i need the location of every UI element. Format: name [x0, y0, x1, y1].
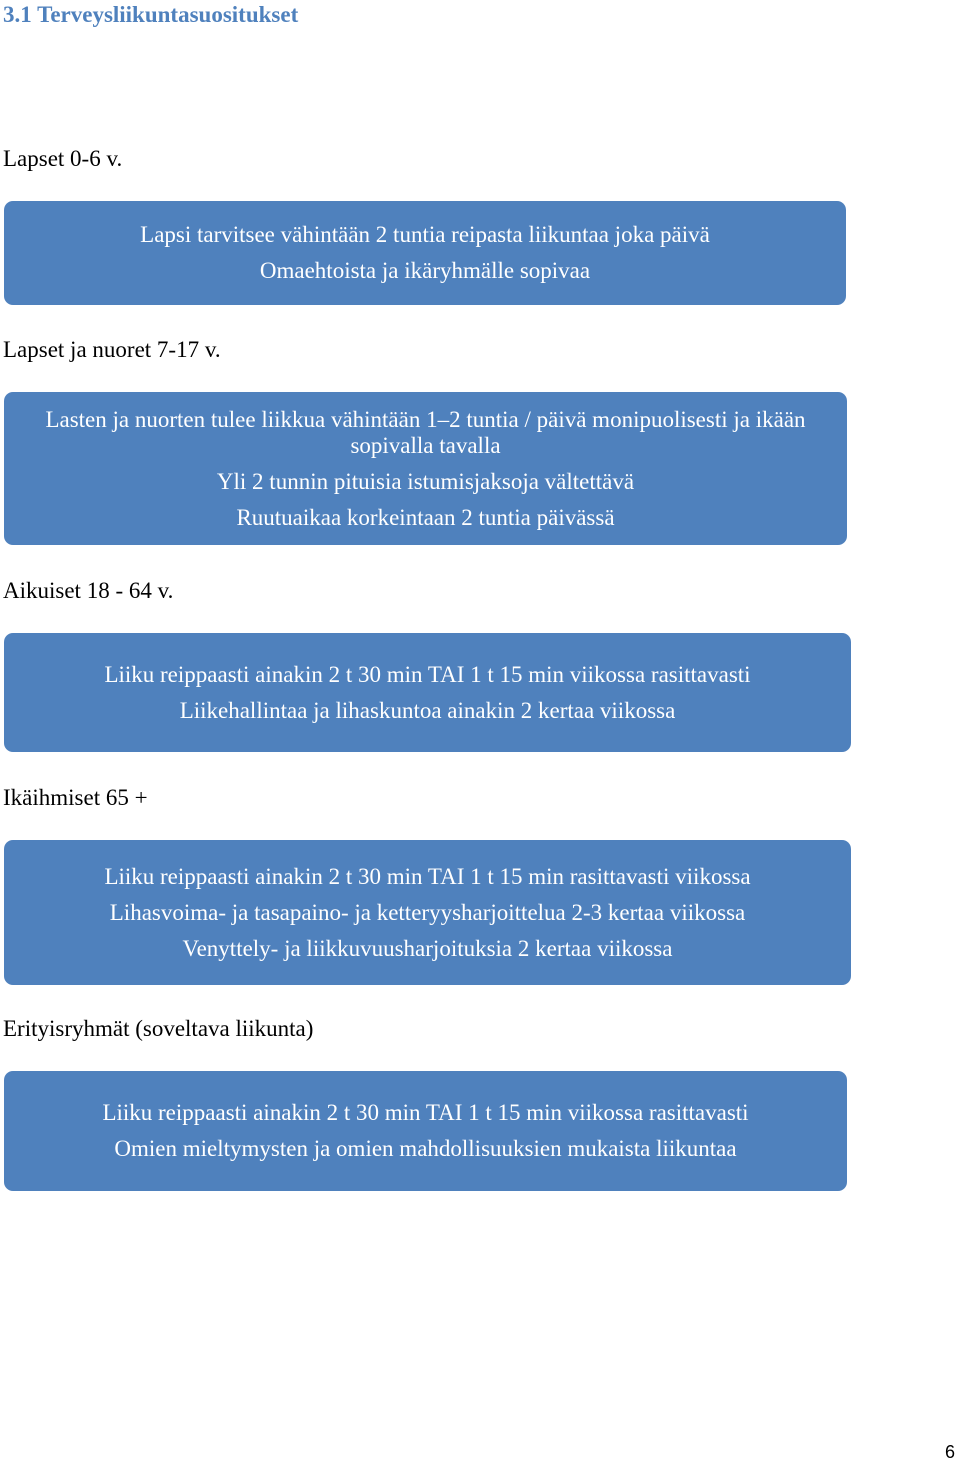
- recommendation-line: Omaehtoista ja ikäryhmälle sopivaa: [259, 258, 591, 283]
- section-label-special-groups: Erityisryhmät (soveltava liikunta): [3, 1016, 314, 1041]
- recommendation-line: Liiku reippaasti ainakin 2 t 30 min TAI 1 t 15 min rasittavasti viikossa: [104, 863, 751, 889]
- recommendation-box-special-groups: [4, 1071, 847, 1191]
- recommendation-line: Omien mieltymysten ja omien mahdollisuuksien mukaista liikuntaa: [114, 1136, 737, 1161]
- recommendation-box-children-0-6: [4, 201, 846, 305]
- section-label-children-0-6: Lapset 0-6 v.: [3, 146, 123, 171]
- recommendation-line: Lasten ja nuorten tulee liikkua vähintään 1–2 tuntia / päivä monipuolisesti ja ikään sopivalla tavalla: [45, 406, 806, 458]
- recommendation-line: Liiku reippaasti ainakin 2 t 30 min TAI 1 t 15 min viikossa rasittavasti: [104, 661, 751, 687]
- section-heading: 3.1 Terveysliikuntasuositukset: [3, 2, 299, 27]
- recommendation-line: Liikehallintaa ja lihaskuntoa ainakin 2 kertaa viikossa: [179, 697, 676, 723]
- recommendation-line: Liiku reippaasti ainakin 2 t 30 min TAI 1 t 15 min viikossa rasittavasti: [102, 1100, 749, 1125]
- section-label-seniors-65: Ikäihmiset 65 +: [3, 785, 148, 810]
- recommendation-line: Yli 2 tunnin pituisia istumisjaksoja vältettävä: [216, 468, 635, 494]
- section-label-adults-18-64: Aikuiset 18 - 64 v.: [3, 578, 174, 603]
- recommendation-box-youth-7-17: [4, 392, 847, 545]
- recommendation-line: Venyttely- ja liikkuvuusharjoituksia 2 kertaa viikossa: [182, 935, 673, 961]
- recommendation-box-seniors-65: [4, 840, 851, 985]
- recommendation-box-adults-18-64: [4, 633, 851, 752]
- page-number: 6: [944, 1442, 955, 1462]
- section-label-youth-7-17: Lapset ja nuoret 7-17 v.: [3, 337, 221, 362]
- recommendation-line: Lapsi tarvitsee vähintään 2 tuntia reipasta liikuntaa joka päivä: [140, 222, 710, 247]
- recommendation-line: Lihasvoima- ja tasapaino- ja ketteryysharjoittelua 2-3 kertaa viikossa: [109, 899, 746, 925]
- recommendation-line: Ruutuaikaa korkeintaan 2 tuntia päivässä: [236, 504, 615, 530]
